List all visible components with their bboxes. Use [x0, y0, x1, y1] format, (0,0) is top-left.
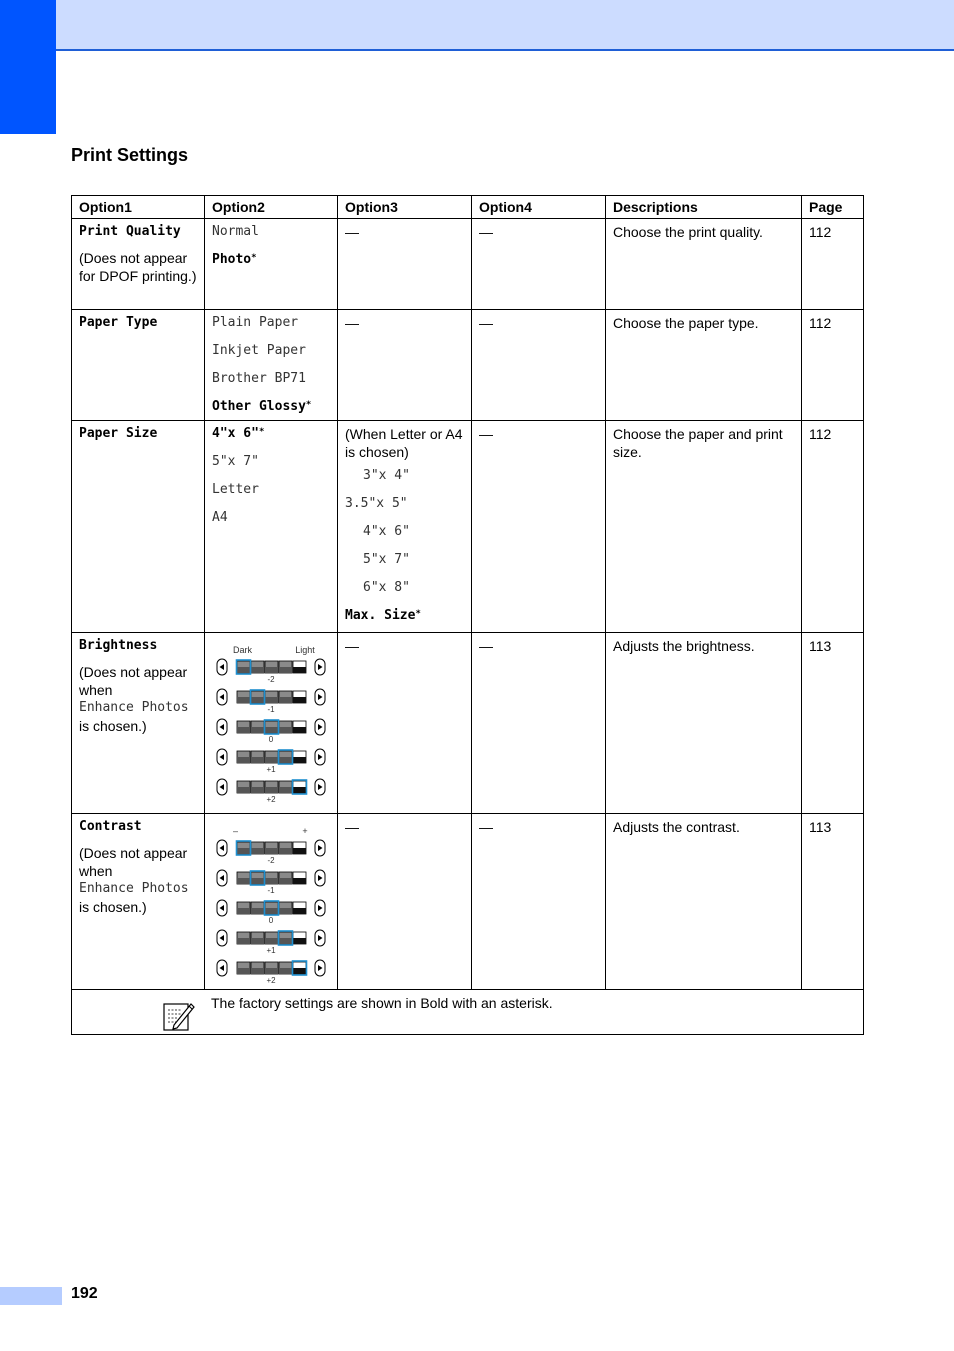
scale-block-shade	[293, 938, 306, 944]
option1-name: Brightness	[79, 638, 158, 653]
scale-block-shade	[237, 667, 250, 673]
scale-block-shade	[251, 908, 264, 914]
scale-block-shade	[237, 697, 250, 703]
scale-block-shade	[293, 667, 306, 673]
scale-block-shade	[279, 968, 292, 974]
option2-value: A4	[212, 510, 228, 525]
asterisk: *	[305, 400, 312, 410]
scale-level-label: +2	[266, 976, 276, 984]
option2-default-label: 4"x 6"	[212, 426, 259, 441]
asterisk: *	[251, 253, 257, 263]
scale-block-shade	[279, 878, 292, 884]
option1-name: Paper Size	[79, 426, 158, 441]
page-ref: 112	[809, 224, 832, 240]
scale-block-shade	[237, 757, 250, 763]
scale-block-shade	[279, 757, 292, 763]
description: Choose the print quality.	[613, 224, 763, 240]
scale-block-shade	[293, 848, 306, 854]
scale-block-shade	[293, 878, 306, 884]
scale-block-shade	[251, 968, 264, 974]
header-descriptions: Descriptions	[606, 196, 802, 219]
description: Adjusts the contrast.	[613, 819, 740, 835]
option1-note-mono: Enhance Photos	[79, 881, 189, 896]
option1-note-mono: Enhance Photos	[79, 700, 189, 715]
scale-right-label: +	[302, 826, 308, 836]
scale-block-shade	[251, 667, 264, 673]
scale-block-shade	[279, 727, 292, 733]
scale-block-shade	[265, 667, 278, 673]
option3-value: —	[345, 224, 359, 240]
scale-block-shade	[293, 757, 306, 763]
scale-block-shade	[251, 697, 264, 703]
option3-value: —	[345, 819, 359, 835]
scale-block-shade	[265, 968, 278, 974]
option2-value: 5"x 7"	[212, 454, 259, 469]
scale-level-label: 0	[268, 916, 274, 925]
option3-size: 4"x 6"	[363, 524, 410, 539]
scale-level	[217, 719, 325, 744]
page-ref: 113	[809, 638, 832, 654]
header-band	[0, 0, 954, 51]
brightness-scale	[209, 635, 333, 807]
option1-note-b: is chosen.)	[79, 899, 147, 915]
scale-left-label: Dark	[233, 645, 253, 655]
option1-name: Contrast	[79, 819, 142, 834]
scale-block-shade	[251, 757, 264, 763]
print-settings-table	[71, 195, 864, 1035]
scale-level-label: -2	[267, 675, 275, 684]
scale-block-shade	[265, 757, 278, 763]
scale-level	[217, 689, 325, 714]
scale-level-label: +1	[266, 765, 276, 774]
page-ref: 112	[809, 315, 832, 331]
note-text: The factory settings are shown in Bold with an asterisk.	[211, 995, 553, 1011]
option2-value: Inkjet Paper	[212, 343, 306, 358]
scale-level-label: -1	[267, 886, 275, 895]
scale-block-shade	[265, 878, 278, 884]
table-header-row	[72, 196, 864, 219]
scale-block-shade	[265, 938, 278, 944]
option1-note-a: (Does not appear when	[79, 664, 188, 698]
option1-name: Print Quality	[79, 224, 181, 239]
chapter-tab	[0, 0, 56, 134]
scale-block-shade	[251, 938, 264, 944]
option3-size: 6"x 8"	[363, 580, 410, 595]
header-option3: Option3	[338, 196, 472, 219]
scale-level	[217, 870, 325, 895]
option2-default	[212, 425, 331, 453]
scale-block-shade	[279, 697, 292, 703]
option2-default	[212, 398, 331, 416]
scale-block-shade	[265, 727, 278, 733]
scale-level-label: -1	[267, 705, 275, 714]
scale-block-shade	[293, 908, 306, 914]
scale-block-shade	[293, 968, 306, 974]
scale-level	[217, 840, 325, 865]
option3-default-label: Max. Size	[345, 608, 416, 623]
option2-value: Letter	[212, 482, 259, 497]
scale-level	[217, 779, 325, 804]
option1-note: (Does not appear for DPOF printing.)	[79, 250, 197, 284]
scale-right-label: Light	[295, 645, 315, 655]
scale-block-shade	[293, 787, 306, 793]
table-row	[72, 633, 864, 814]
table-row	[72, 814, 864, 990]
scale-block-shade	[279, 938, 292, 944]
asterisk: *	[415, 609, 421, 619]
option3-size: 5"x 7"	[363, 552, 410, 567]
scale-level	[217, 659, 325, 684]
scale-block-shade	[279, 667, 292, 673]
header-option4: Option4	[472, 196, 606, 219]
scale-block-shade	[251, 727, 264, 733]
scale-level-label: 0	[268, 735, 274, 744]
option2-default-label: Photo	[212, 252, 252, 267]
scale-block-shade	[293, 697, 306, 703]
scale-block-shade	[237, 727, 250, 733]
contrast-scale	[209, 816, 333, 984]
description: Choose the paper type.	[613, 315, 759, 331]
scale-block-shade	[265, 908, 278, 914]
option4-value: —	[479, 315, 493, 331]
table-row	[72, 421, 864, 633]
scale-block-shade	[279, 787, 292, 793]
option3-size: 3"x 4"	[363, 468, 410, 483]
option3-default	[345, 607, 465, 625]
note-pencil-icon	[160, 998, 196, 1032]
option1-name: Paper Type	[79, 315, 158, 330]
scale-level	[217, 930, 325, 955]
option1-note-a: (Does not appear when	[79, 845, 188, 879]
scale-block-shade	[237, 848, 250, 854]
scale-level	[217, 960, 325, 984]
scale-level	[217, 749, 325, 774]
scale-level-label: -2	[267, 856, 275, 865]
option4-value: —	[479, 819, 493, 835]
scale-block-shade	[251, 878, 264, 884]
option3-value: —	[345, 315, 359, 331]
option3-size: 3.5"x 5"	[345, 496, 408, 511]
table-row	[72, 310, 864, 421]
section-title: Print Settings	[71, 145, 189, 165]
scale-block-shade	[279, 908, 292, 914]
footer-band	[0, 1287, 62, 1305]
description: Adjusts the brightness.	[613, 638, 755, 654]
option2-value: Brother BP71	[212, 371, 306, 386]
option4-value: —	[479, 224, 493, 240]
scale-block-shade	[265, 697, 278, 703]
page-ref: 112	[809, 426, 832, 442]
option4-value: —	[479, 638, 493, 654]
scale-block-shade	[265, 848, 278, 854]
option2-value: Normal	[212, 224, 259, 239]
scale-block-shade	[237, 878, 250, 884]
scale-block-shade	[251, 787, 264, 793]
scale-left-label: –	[233, 826, 239, 836]
scale-block-shade	[251, 848, 264, 854]
scale-level-label: +1	[266, 946, 276, 955]
scale-block-shade	[293, 727, 306, 733]
header-page: Page	[802, 196, 864, 219]
scale-block-shade	[279, 848, 292, 854]
page-number: 192	[71, 1285, 98, 1302]
header-option2: Option2	[205, 196, 338, 219]
page-ref: 113	[809, 819, 832, 835]
option2-value: Plain Paper	[212, 315, 299, 330]
option3-value: —	[345, 638, 359, 654]
scale-block-shade	[237, 968, 250, 974]
scale-level-label: +2	[266, 795, 276, 804]
option3-note: (When Letter or A4 is chosen)	[345, 426, 463, 460]
scale-block-shade	[265, 787, 278, 793]
description: Choose the paper and print size.	[613, 426, 783, 460]
option4-value: —	[479, 426, 493, 442]
header-option1: Option1	[72, 196, 205, 219]
table-row	[72, 219, 864, 310]
asterisk: *	[258, 427, 265, 437]
option1-note-b: is chosen.)	[79, 718, 147, 734]
scale-block-shade	[237, 938, 250, 944]
scale-block-shade	[237, 908, 250, 914]
option2-default	[212, 251, 331, 269]
option2-default-label: Other Glossy	[212, 399, 306, 414]
scale-level	[217, 900, 325, 925]
scale-block-shade	[237, 787, 250, 793]
